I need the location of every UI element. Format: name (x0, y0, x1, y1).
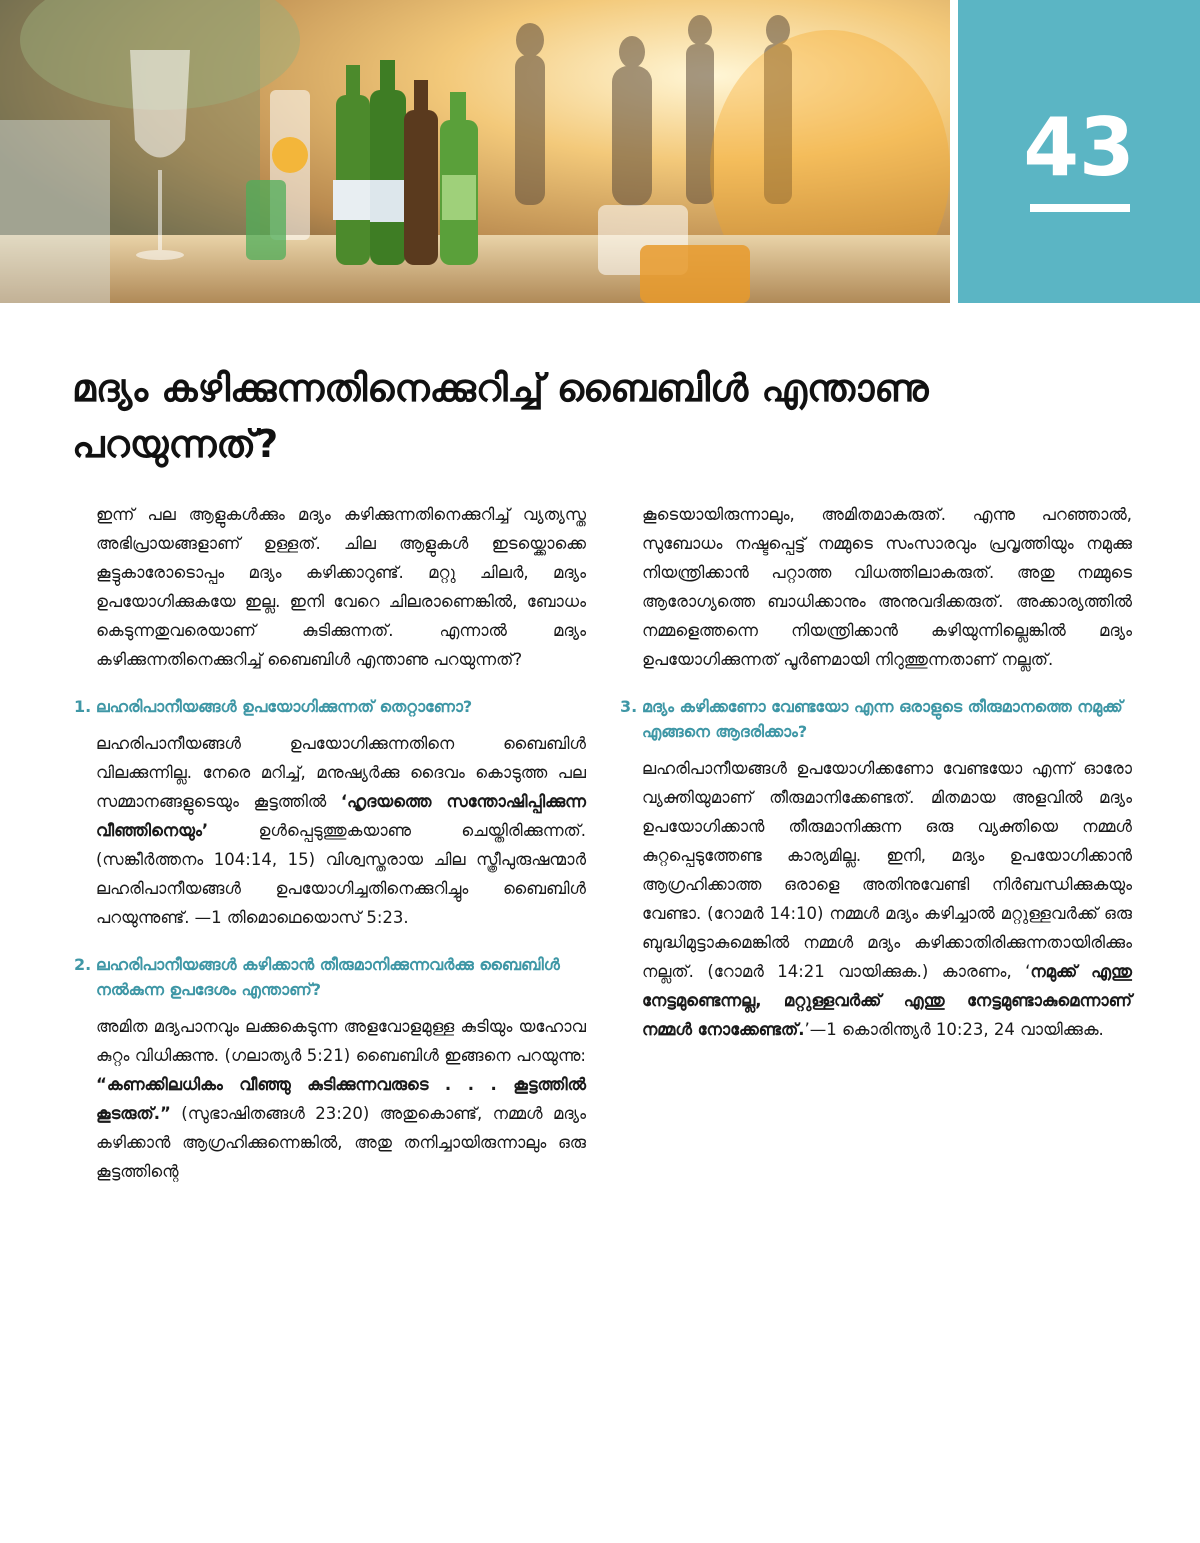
section-1-question (74, 694, 586, 719)
section-3-paragraph (642, 754, 1132, 1044)
section-2-paragraph-continued: കൂടെയായിരുന്നാലും, അമിതമാകരുത്. എന്നു പറഞ്ഞാൽ, സുബോധം നഷ്ടപ്പെട്ട് നമ്മുടെ സംസാരവും പ്രവൃത്തിയും നമുക്കു നിയന്ത്രിക്കാൻ പറ്റാത്ത വിധത്തിലാകരുത്. അതു നമ്മുടെ ആരോഗ്യത്തെ ബാധിക്കാനും അനുവദിക്കരുത്. അക്കാര്യത്തിൽ നമ്മളെത്തന്നെ നിയന്ത്രിക്കാൻ കഴിയുന്നില്ലെങ്കിൽ മദ്യം ഉപയോഗിക്കുന്നത് പൂർണമായി നിറുത്തുന്നതാണ് നല്ലത്. (642, 505, 1132, 669)
lesson-number: 43 (1023, 101, 1135, 194)
section-1-paragraph (96, 729, 586, 932)
section-2-paragraph (96, 1012, 586, 1186)
section-2-question-text: ലഹരിപാനീയങ്ങൾ കഴിക്കാൻ തീരുമാനിക്കുന്നവർക്കു ബൈബിൾ നൽകുന്ന ഉപദേശം എന്താണ്? (96, 955, 560, 999)
left-column (74, 500, 586, 1206)
section-1-text-b: ഉൾപ്പെടുത്തുകയാണു ചെയ്തിരിക്കുന്നത്. (സങ്കീർത്തനം 104:14, 15) വിശ്വസ്തരായ ചില സ്ത്രീപുരുഷന്മാർ ലഹരിപാനീയങ്ങൾ ഉപയോഗിച്ചതിനെക്കുറിച്ചും ബൈബിൾ പറയുന്നുണ്ട്. —1 തിമൊഥെയൊസ് 5:23. (96, 821, 586, 927)
section-3-question (620, 694, 1132, 744)
section-1-text-a: ലഹരിപാനീയങ്ങൾ ഉപയോഗിക്കുന്നതിനെ ബൈബിൾ വിലക്കുന്നില്ല. നേരെ മറിച്ച്, മനുഷ്യർക്കു ദൈവം കൊടുത്ത പല സമ്മാനങ്ങളുടെയും കൂട്ടത്തിൽ (96, 734, 586, 811)
section-1-bold-quote: ‘ഹൃദയത്തെ സന്തോഷിപ്പിക്കുന്ന വീഞ്ഞിനെയും’ (96, 792, 586, 840)
section-1-number: 1. (74, 697, 92, 716)
section-3-text-a: ലഹരിപാനീയങ്ങൾ ഉപയോഗിക്കണോ വേണ്ടയോ എന്ന് ഓരോ വ്യക്തിയുമാണ് തീരുമാനിക്കേണ്ടത്. മിതമായ അളവിൽ മദ്യം ഉപയോഗിക്കാൻ തീരുമാനിക്കുന്ന ഒരു വ്യക്തിയെ നമ്മൾ കുറ്റപ്പെടുത്തേണ്ട കാര്യമില്ല. ഇനി, മദ്യം ഉപയോഗിക്കാൻ ആഗ്രഹിക്കാത്ത ഒരാളെ അതിനുവേണ്ടി നിർബന്ധിക്കുകയും വേണ്ടാ. (റോമർ 14:10) നമ്മൾ മദ്യം കഴിച്ചാൽ മറ്റുള്ളവർക്ക് ഒരു ബുദ്ധിമുട്ടാകുമെങ്കിൽ നമ്മൾ മദ്യം കഴിക്കാതിരിക്കുന്നതായിരിക്കും നല്ലത്. (റോമർ 14:21 വായിക്കുക.) കാരണം, ‘ (642, 759, 1132, 981)
right-column (620, 500, 1132, 1064)
drinks-photo (0, 0, 950, 303)
section-2-bold-quote: “കണക്കിലധികം വീഞ്ഞു കുടിക്കുന്നവരുടെ . . . കൂട്ടത്തിൽ കൂടരുത്.” (96, 1075, 586, 1123)
section-3-bold-quote: നമുക്ക് എന്തു നേട്ടമുണ്ടെന്നല്ല, മറ്റുള്ളവർക്ക് എന്തു നേട്ടമുണ്ടാകുമെന്നാണ് നമ്മൾ നോക്കേണ്ടത്. (642, 962, 1132, 1039)
section-3-number: 3. (620, 697, 638, 716)
header-photo (0, 0, 950, 303)
section-2-text-a: അമിത മദ്യപാനവും ലക്കുകെടുന്ന അളവോളമുള്ള കുടിയും യഹോവ കുറ്റം വിധിക്കുന്നു. (ഗലാത്യർ 5:21) ബൈബിൾ ഇങ്ങനെ പറയുന്നു: (96, 1017, 586, 1065)
section-2-text-b: (സുഭാഷിതങ്ങൾ 23:20) അതുകൊണ്ട്, നമ്മൾ മദ്യം കഴിക്കാൻ ആഗ്രഹിക്കുന്നെങ്കിൽ, അതു തനിച്ചായിരുന്നാലും ഒരു കൂട്ടത്തിന്റെ (96, 1104, 586, 1181)
section-3-text-b: ’—1 കൊരിന്ത്യർ 10:23, 24 വായിക്കുക. (804, 1020, 1104, 1039)
section-3-question-text: മദ്യം കഴിക്കണോ വേണ്ടയോ എന്ന ഒരാളുടെ തീരുമാനത്തെ നമുക്ക് എങ്ങനെ ആദരിക്കാം? (642, 697, 1123, 741)
section-2-number: 2. (74, 955, 92, 974)
section-1-question-text: ലഹരിപാനീയങ്ങൾ ഉപയോഗിക്കുന്നത് തെറ്റാണോ? (96, 697, 473, 716)
page-title: മദ്യം കഴിക്കുന്നതിനെക്കുറിച്ച് ബൈബിൾ എന്താണു പറയുന്നത്? (72, 366, 929, 466)
section-2-question (74, 952, 586, 1002)
lesson-number-badge (958, 0, 1200, 303)
intro-paragraph: ഇന്ന് പല ആളുകൾക്കും മദ്യം കഴിക്കുന്നതിനെക്കുറിച്ച് വ്യത്യസ്ത അഭിപ്രായങ്ങളാണ് ഉള്ളത്. ചില ആളുകൾ ഇടയ്ക്കൊക്കെ കൂട്ടുകാരോടൊപ്പം മദ്യം കഴിക്കാറുണ്ട്. മറ്റു ചിലർ, മദ്യം ഉപയോഗിക്കുകയേ ഇല്ല. ഇനി വേറെ ചിലരാണെങ്കിൽ, ബോധം കെടുന്നതുവരെയാണ് കുടിക്കുന്നത്. എന്നാൽ മദ്യം കഴിക്കുന്നതിനെക്കുറിച്ച് ബൈബിൾ എന്താണു പറയുന്നത്? (96, 505, 586, 669)
badge-underline (1030, 204, 1130, 212)
